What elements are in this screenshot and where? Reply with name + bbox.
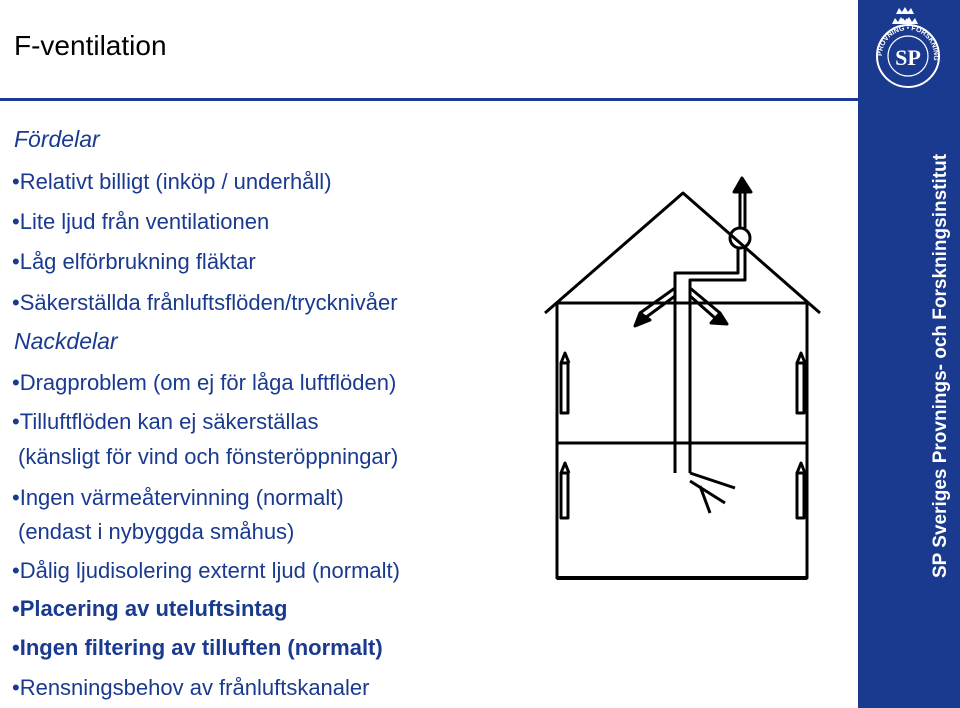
sp-logo [862,4,954,96]
exhaust-duct [675,248,745,473]
list-item: •Placering av uteluftsintag [12,596,288,621]
house-outline [557,303,807,578]
list-item: •Lite ljud från ventilationen [12,209,270,234]
sp-logo-ring-text: PROVNING • FORSKNING [876,24,940,61]
wall-vent-icon [561,463,569,518]
list-item-continuation: (endast i nybyggda småhus) [18,519,295,544]
list-item: •Dragproblem (om ej för låga luftflöden) [12,370,397,395]
list-item: •Dålig ljudisolering externt ljud (normalt) [12,558,400,583]
wall-vent-icon [561,353,569,413]
list-item: •Tilluftflöden kan ej säkerställas [12,409,319,434]
list-item: •Ingen filtering av tilluften (normalt) [12,635,383,660]
house-ventilation-diagram [535,168,835,613]
list-item: •Rensningsbehov av frånluftskanaler [12,675,370,700]
list-item: •Säkerställda frånluftsflöden/trycknivåer [12,290,398,315]
list-item-continuation: (känsligt för vind och fönsteröppningar) [18,444,399,469]
list-item: •Ingen värmeåtervinning (normalt) [12,485,344,510]
advantages-heading: Fördelar [14,126,100,152]
list-item: •Relativt billigt (inköp / underhåll) [12,169,332,194]
sp-logo-letters: SP [895,45,921,70]
disadvantages-heading: Nackdelar [14,328,118,354]
header-rule [0,98,858,101]
roof [545,193,820,313]
page-title: F-ventilation [14,30,167,61]
wall-vent-icon [797,463,805,518]
sidebar-institute-text: SP Sveriges Provnings- och Forskningsinstitut [930,153,951,579]
list-item: •Låg elförbrukning fläktar [12,249,256,274]
wall-vent-icon [797,353,805,413]
crowns-icon [892,7,918,24]
duct-branch-lower [690,473,735,513]
